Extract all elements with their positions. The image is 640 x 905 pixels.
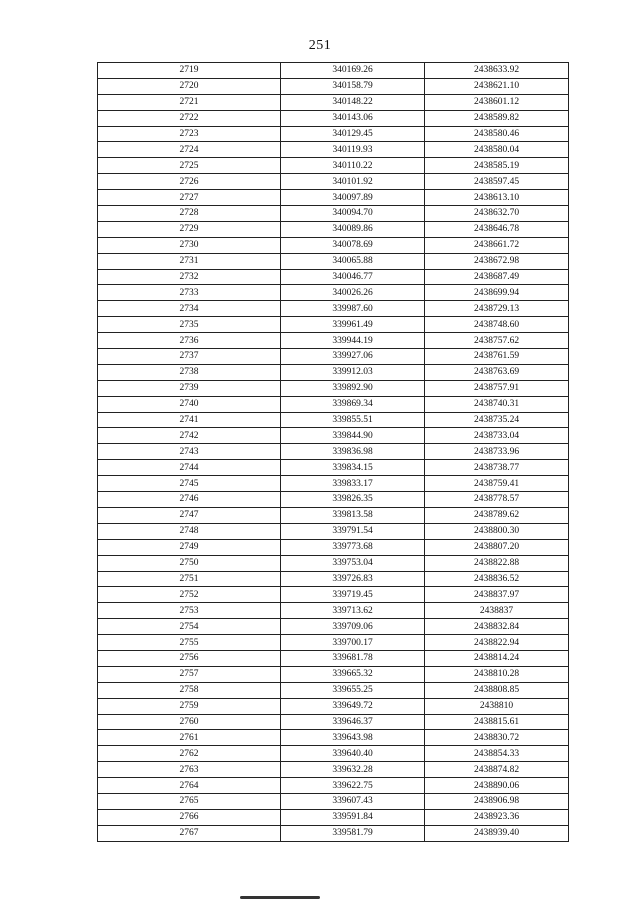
- table-row: [98, 682, 569, 698]
- point-number-cell: 2750: [98, 555, 281, 571]
- x-coordinate-cell: 339834.15: [281, 460, 425, 476]
- x-coordinate-cell: 339773.68: [281, 539, 425, 555]
- x-coordinate-cell: 339581.79: [281, 825, 425, 841]
- y-coordinate-cell: 2438830.72: [425, 730, 569, 746]
- y-coordinate-cell: 2438789.62: [425, 507, 569, 523]
- table-row: [98, 793, 569, 809]
- y-coordinate-cell: 2438939.40: [425, 825, 569, 841]
- y-coordinate-cell: 2438763.69: [425, 364, 569, 380]
- y-coordinate-cell: 2438759.41: [425, 476, 569, 492]
- y-coordinate-cell: 2438810: [425, 698, 569, 714]
- point-number-cell: 2758: [98, 682, 281, 698]
- y-coordinate-cell: 2438633.92: [425, 63, 569, 79]
- x-coordinate-cell: 339944.19: [281, 333, 425, 349]
- table-row: [98, 221, 569, 237]
- point-number-cell: 2753: [98, 603, 281, 619]
- point-number-cell: 2756: [98, 650, 281, 666]
- point-number-cell: 2759: [98, 698, 281, 714]
- x-coordinate-cell: 339681.78: [281, 650, 425, 666]
- x-coordinate-cell: 340143.06: [281, 110, 425, 126]
- point-number-cell: 2737: [98, 349, 281, 365]
- point-number-cell: 2721: [98, 94, 281, 110]
- table-row: [98, 460, 569, 476]
- table-row: [98, 778, 569, 794]
- x-coordinate-cell: 339591.84: [281, 809, 425, 825]
- y-coordinate-cell: 2438733.96: [425, 444, 569, 460]
- y-coordinate-cell: 2438585.19: [425, 158, 569, 174]
- y-coordinate-cell: 2438729.13: [425, 301, 569, 317]
- footer-scan-mark: [240, 896, 320, 899]
- x-coordinate-cell: 339869.34: [281, 396, 425, 412]
- point-number-cell: 2763: [98, 762, 281, 778]
- table-row: [98, 476, 569, 492]
- point-number-cell: 2751: [98, 571, 281, 587]
- point-number-cell: 2738: [98, 364, 281, 380]
- table-row: [98, 428, 569, 444]
- x-coordinate-cell: 340169.26: [281, 63, 425, 79]
- y-coordinate-cell: 2438597.45: [425, 174, 569, 190]
- y-coordinate-cell: 2438810.28: [425, 666, 569, 682]
- table-row: [98, 507, 569, 523]
- y-coordinate-cell: 2438738.77: [425, 460, 569, 476]
- y-coordinate-cell: 2438601.12: [425, 94, 569, 110]
- x-coordinate-cell: 340046.77: [281, 269, 425, 285]
- x-coordinate-cell: 339927.06: [281, 349, 425, 365]
- y-coordinate-cell: 2438837: [425, 603, 569, 619]
- table-row: [98, 237, 569, 253]
- y-coordinate-cell: 2438906.98: [425, 793, 569, 809]
- table-row: [98, 253, 569, 269]
- y-coordinate-cell: 2438854.33: [425, 746, 569, 762]
- x-coordinate-cell: 339892.90: [281, 380, 425, 396]
- table-row: [98, 94, 569, 110]
- x-coordinate-cell: 340065.88: [281, 253, 425, 269]
- y-coordinate-cell: 2438733.04: [425, 428, 569, 444]
- y-coordinate-cell: 2438822.88: [425, 555, 569, 571]
- x-coordinate-cell: 339753.04: [281, 555, 425, 571]
- table-row: [98, 762, 569, 778]
- point-number-cell: 2729: [98, 221, 281, 237]
- table-row: [98, 523, 569, 539]
- x-coordinate-cell: 339713.62: [281, 603, 425, 619]
- y-coordinate-cell: 2438890.06: [425, 778, 569, 794]
- table-row: [98, 317, 569, 333]
- y-coordinate-cell: 2438757.62: [425, 333, 569, 349]
- table-row: [98, 63, 569, 79]
- table-row: [98, 142, 569, 158]
- y-coordinate-cell: 2438807.20: [425, 539, 569, 555]
- x-coordinate-cell: 340158.79: [281, 78, 425, 94]
- point-number-cell: 2752: [98, 587, 281, 603]
- point-number-cell: 2731: [98, 253, 281, 269]
- y-coordinate-cell: 2438580.46: [425, 126, 569, 142]
- table-row: [98, 285, 569, 301]
- x-coordinate-cell: 339665.32: [281, 666, 425, 682]
- table-row: [98, 619, 569, 635]
- point-number-cell: 2734: [98, 301, 281, 317]
- x-coordinate-cell: 339607.43: [281, 793, 425, 809]
- table-row: [98, 603, 569, 619]
- table-row: [98, 301, 569, 317]
- point-number-cell: 2766: [98, 809, 281, 825]
- y-coordinate-cell: 2438613.10: [425, 190, 569, 206]
- x-coordinate-cell: 340097.89: [281, 190, 425, 206]
- table-row: [98, 587, 569, 603]
- x-coordinate-cell: 340078.69: [281, 237, 425, 253]
- y-coordinate-cell: 2438740.31: [425, 396, 569, 412]
- y-coordinate-cell: 2438800.30: [425, 523, 569, 539]
- y-coordinate-cell: 2438646.78: [425, 221, 569, 237]
- point-number-cell: 2727: [98, 190, 281, 206]
- point-number-cell: 2739: [98, 380, 281, 396]
- coordinates-table: [97, 62, 569, 842]
- point-number-cell: 2760: [98, 714, 281, 730]
- x-coordinate-cell: 339813.58: [281, 507, 425, 523]
- table-row: [98, 444, 569, 460]
- y-coordinate-cell: 2438672.98: [425, 253, 569, 269]
- point-number-cell: 2725: [98, 158, 281, 174]
- x-coordinate-cell: 339709.06: [281, 619, 425, 635]
- x-coordinate-cell: 339961.49: [281, 317, 425, 333]
- point-number-cell: 2761: [98, 730, 281, 746]
- point-number-cell: 2741: [98, 412, 281, 428]
- point-number-cell: 2722: [98, 110, 281, 126]
- table-row: [98, 666, 569, 682]
- y-coordinate-cell: 2438822.94: [425, 635, 569, 651]
- x-coordinate-cell: 339836.98: [281, 444, 425, 460]
- x-coordinate-cell: 339646.37: [281, 714, 425, 730]
- y-coordinate-cell: 2438621.10: [425, 78, 569, 94]
- point-number-cell: 2744: [98, 460, 281, 476]
- x-coordinate-cell: 339700.17: [281, 635, 425, 651]
- table-row: [98, 650, 569, 666]
- x-coordinate-cell: 340110.22: [281, 158, 425, 174]
- coordinates-table-body: [98, 63, 569, 842]
- x-coordinate-cell: 340148.22: [281, 94, 425, 110]
- x-coordinate-cell: 339791.54: [281, 523, 425, 539]
- table-row: [98, 110, 569, 126]
- y-coordinate-cell: 2438923.36: [425, 809, 569, 825]
- table-row: [98, 714, 569, 730]
- table-row: [98, 539, 569, 555]
- table-row: [98, 555, 569, 571]
- table-row: [98, 635, 569, 651]
- page-number: 251: [308, 38, 332, 53]
- x-coordinate-cell: 340129.45: [281, 126, 425, 142]
- y-coordinate-cell: 2438815.61: [425, 714, 569, 730]
- point-number-cell: 2747: [98, 507, 281, 523]
- x-coordinate-cell: 339640.40: [281, 746, 425, 762]
- x-coordinate-cell: 339622.75: [281, 778, 425, 794]
- table-row: [98, 825, 569, 841]
- table-row: [98, 412, 569, 428]
- point-number-cell: 2735: [98, 317, 281, 333]
- table-row: [98, 380, 569, 396]
- point-number-cell: 2748: [98, 523, 281, 539]
- x-coordinate-cell: 339643.98: [281, 730, 425, 746]
- x-coordinate-cell: 339649.72: [281, 698, 425, 714]
- table-row: [98, 492, 569, 508]
- point-number-cell: 2732: [98, 269, 281, 285]
- point-number-cell: 2726: [98, 174, 281, 190]
- table-row: [98, 746, 569, 762]
- table-row: [98, 333, 569, 349]
- table-row: [98, 349, 569, 365]
- point-number-cell: 2730: [98, 237, 281, 253]
- x-coordinate-cell: 340026.26: [281, 285, 425, 301]
- point-number-cell: 2719: [98, 63, 281, 79]
- x-coordinate-cell: 340119.93: [281, 142, 425, 158]
- y-coordinate-cell: 2438735.24: [425, 412, 569, 428]
- table-row: [98, 206, 569, 222]
- x-coordinate-cell: 339833.17: [281, 476, 425, 492]
- y-coordinate-cell: 2438761.59: [425, 349, 569, 365]
- y-coordinate-cell: 2438778.57: [425, 492, 569, 508]
- point-number-cell: 2743: [98, 444, 281, 460]
- table-row: [98, 730, 569, 746]
- x-coordinate-cell: 339719.45: [281, 587, 425, 603]
- table-row: [98, 698, 569, 714]
- y-coordinate-cell: 2438687.49: [425, 269, 569, 285]
- point-number-cell: 2762: [98, 746, 281, 762]
- point-number-cell: 2723: [98, 126, 281, 142]
- point-number-cell: 2733: [98, 285, 281, 301]
- y-coordinate-cell: 2438832.84: [425, 619, 569, 635]
- table-row: [98, 809, 569, 825]
- point-number-cell: 2754: [98, 619, 281, 635]
- y-coordinate-cell: 2438757.91: [425, 380, 569, 396]
- table-row: [98, 78, 569, 94]
- point-number-cell: 2764: [98, 778, 281, 794]
- y-coordinate-cell: 2438814.24: [425, 650, 569, 666]
- point-number-cell: 2720: [98, 78, 281, 94]
- x-coordinate-cell: 339844.90: [281, 428, 425, 444]
- table-row: [98, 190, 569, 206]
- x-coordinate-cell: 339987.60: [281, 301, 425, 317]
- point-number-cell: 2736: [98, 333, 281, 349]
- table-row: [98, 126, 569, 142]
- table-row: [98, 364, 569, 380]
- y-coordinate-cell: 2438580.04: [425, 142, 569, 158]
- x-coordinate-cell: 339912.03: [281, 364, 425, 380]
- point-number-cell: 2757: [98, 666, 281, 682]
- point-number-cell: 2749: [98, 539, 281, 555]
- y-coordinate-cell: 2438589.82: [425, 110, 569, 126]
- table-row: [98, 158, 569, 174]
- point-number-cell: 2767: [98, 825, 281, 841]
- y-coordinate-cell: 2438748.60: [425, 317, 569, 333]
- x-coordinate-cell: 339632.28: [281, 762, 425, 778]
- y-coordinate-cell: 2438808.85: [425, 682, 569, 698]
- y-coordinate-cell: 2438632.70: [425, 206, 569, 222]
- y-coordinate-cell: 2438836.52: [425, 571, 569, 587]
- point-number-cell: 2740: [98, 396, 281, 412]
- table-row: [98, 269, 569, 285]
- x-coordinate-cell: 339726.83: [281, 571, 425, 587]
- point-number-cell: 2742: [98, 428, 281, 444]
- table-row: [98, 174, 569, 190]
- point-number-cell: 2724: [98, 142, 281, 158]
- point-number-cell: 2755: [98, 635, 281, 651]
- x-coordinate-cell: 339655.25: [281, 682, 425, 698]
- point-number-cell: 2746: [98, 492, 281, 508]
- table-row: [98, 396, 569, 412]
- y-coordinate-cell: 2438699.94: [425, 285, 569, 301]
- point-number-cell: 2728: [98, 206, 281, 222]
- point-number-cell: 2745: [98, 476, 281, 492]
- x-coordinate-cell: 339826.35: [281, 492, 425, 508]
- y-coordinate-cell: 2438837.97: [425, 587, 569, 603]
- x-coordinate-cell: 340089.86: [281, 221, 425, 237]
- y-coordinate-cell: 2438874.82: [425, 762, 569, 778]
- y-coordinate-cell: 2438661.72: [425, 237, 569, 253]
- x-coordinate-cell: 340094.70: [281, 206, 425, 222]
- x-coordinate-cell: 339855.51: [281, 412, 425, 428]
- table-row: [98, 571, 569, 587]
- x-coordinate-cell: 340101.92: [281, 174, 425, 190]
- point-number-cell: 2765: [98, 793, 281, 809]
